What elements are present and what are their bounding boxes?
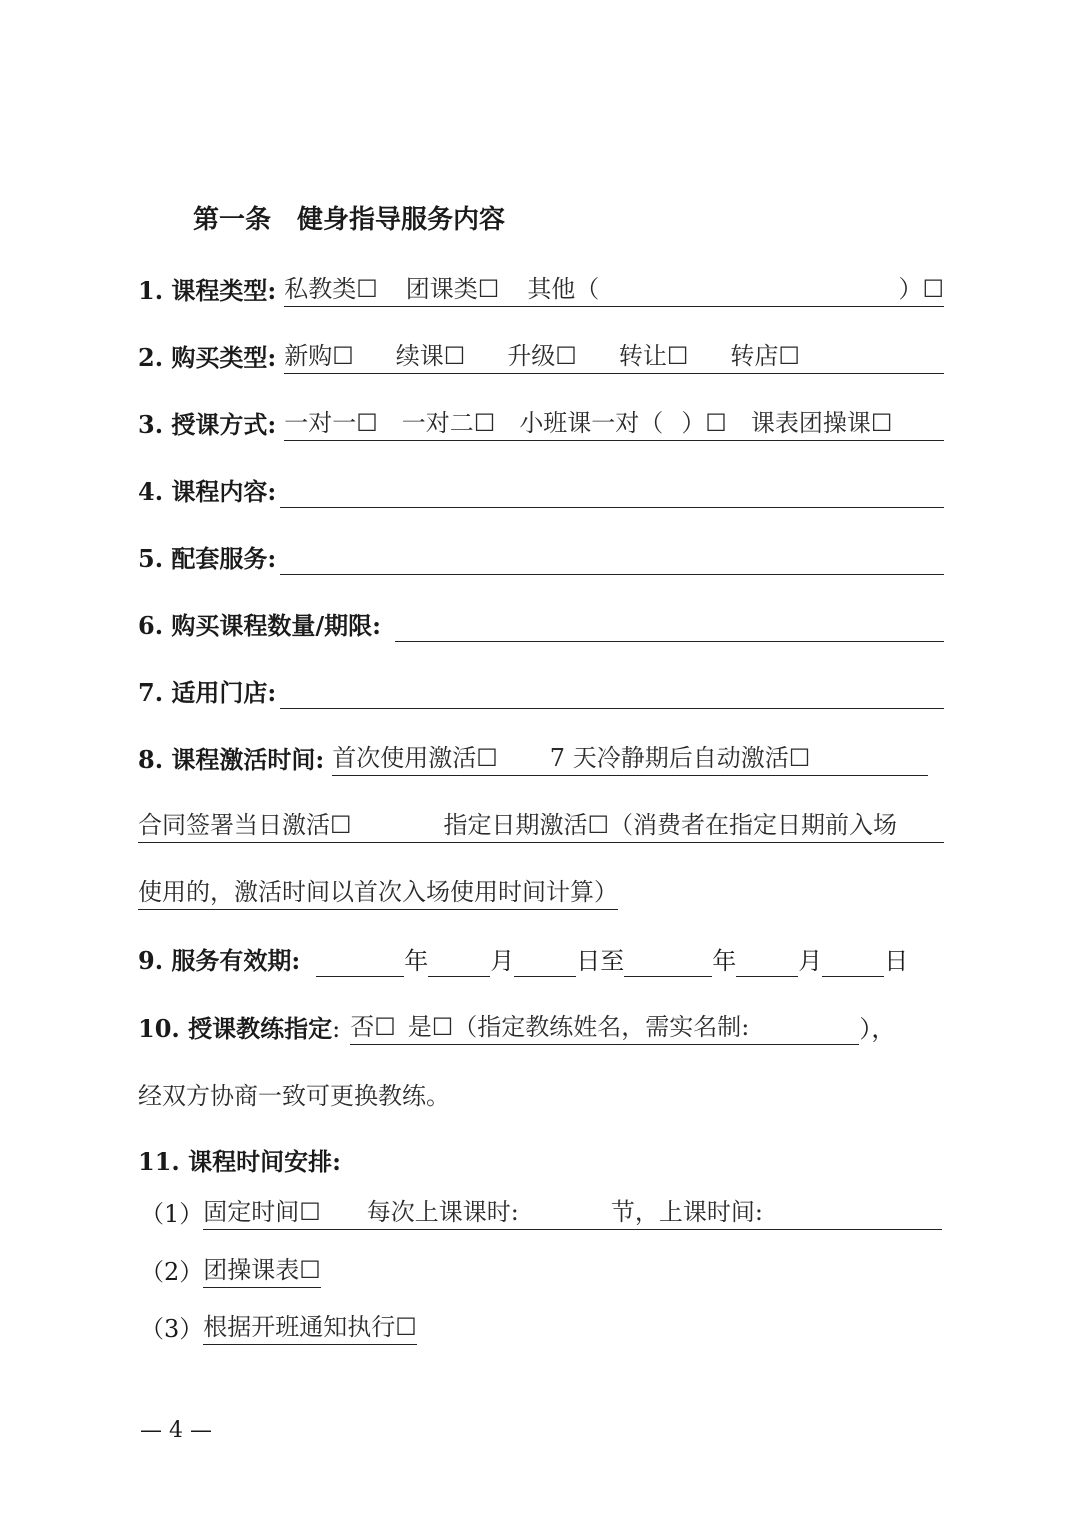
store-field[interactable] [280,678,944,709]
start-month-field[interactable] [428,948,490,977]
schedule-row [138,1138,944,1178]
schedule-fixed-time[interactable]: 固定时间☐ [203,1198,321,1226]
course-quantity-label: 6. 购买课程数量/期限: [138,611,382,640]
schedule-group-row [140,1248,946,1288]
schedule-group-number: （2） [140,1258,204,1286]
teaching-mode-options [284,407,944,441]
start-day-field[interactable] [514,948,576,977]
course-type-group[interactable]: 团课类☐ [405,275,500,303]
course-content-row [138,468,944,508]
coach-row-2 [138,1072,944,1112]
start-month-unit: 月 [490,947,515,975]
activation-after-cooling[interactable]: 7 天冷静期后自动激活☐ [549,744,811,772]
purchase-renew[interactable]: 续课☐ [395,342,466,370]
end-year-unit: 年 [712,947,737,975]
coach-row [138,1005,944,1045]
mode-one-on-one[interactable]: 一对一☐ [284,409,378,437]
schedule-notice-row [140,1305,946,1345]
course-type-row [138,267,944,307]
activation-options-line2 [138,809,944,843]
end-day-unit: 日 [884,947,909,975]
support-service-row [138,535,944,575]
activation-row [138,736,928,776]
support-service-label: 5. 配套服务: [138,544,277,573]
schedule-fixed-number: （1） [140,1200,204,1228]
course-quantity-field[interactable] [395,611,944,642]
purchase-change-store[interactable]: 转店☐ [730,342,800,370]
coach-label: 10. 授课教练指定 [138,1014,333,1043]
activation-options-line1 [332,742,928,776]
schedule-group-timetable[interactable]: 团操课表☐ [203,1254,321,1288]
schedule-fixed-options [203,1196,942,1230]
coach-close: ）， [859,1015,896,1043]
coach-note: 经双方协商一致可更换教练。 [138,1082,450,1110]
course-type-options [284,273,944,307]
coach-options [350,1011,859,1045]
page-number: — 4 — [140,1418,212,1443]
support-service-field[interactable] [280,544,944,575]
activation-label: 8. 课程激活时间: [138,745,325,774]
activation-first-use[interactable]: 首次使用激活☐ [332,744,498,772]
mode-group-schedule[interactable]: 课表团操课☐ [750,409,893,437]
start-year-unit: 年 [404,947,429,975]
validity-label: 9. 服务有效期: [138,946,301,975]
course-content-field[interactable] [280,477,944,508]
schedule-time-label: 节，上课时间: [610,1198,763,1226]
activation-specified-date[interactable]: 指定日期激活☐（消费者在指定日期前入场 [443,811,898,839]
purchase-type-options [284,340,944,374]
mode-one-on-two[interactable]: 一对二☐ [401,409,496,437]
purchase-type-label: 2. 购买类型: [138,343,277,372]
coach-no[interactable]: 否☐ [350,1013,396,1041]
teaching-mode-row [138,401,944,441]
mode-small-class-checkbox[interactable]: ）☐ [681,409,727,437]
validity-row [138,937,944,977]
coach-yes[interactable]: 是☐（指定教练姓名，需实名制: [407,1013,750,1041]
start-day-unit: 日至 [576,947,625,975]
purchase-upgrade[interactable]: 升级☐ [507,342,577,370]
activation-note: 使用的，激活时间以首次入场使用时间计算） [138,876,618,910]
teaching-mode-label: 3. 授课方式: [138,410,277,439]
schedule-fixed-row [140,1190,942,1230]
purchase-new[interactable]: 新购☐ [284,342,354,370]
end-year-field[interactable] [624,948,712,977]
activation-sign-day[interactable]: 合同签署当日激活☐ [138,811,352,839]
end-month-field[interactable] [736,948,798,977]
purchase-transfer[interactable]: 转让☐ [618,342,689,370]
course-quantity-row [138,602,944,642]
schedule-notice-number: （3） [140,1315,204,1343]
store-row [138,669,944,709]
course-type-label: 1. 课程类型: [138,276,277,305]
course-type-other[interactable]: 其他（ [527,275,600,303]
course-content-label: 4. 课程内容: [138,477,277,506]
purchase-type-row [138,334,944,374]
start-year-field[interactable] [316,948,404,977]
schedule-hours-label: 每次上课课时: [366,1198,519,1226]
schedule-notice[interactable]: 根据开班通知执行☐ [203,1311,417,1345]
coach-colon: : [332,1015,341,1043]
schedule-label: 11. 课程时间安排: [138,1147,341,1176]
section-title: 第一条 健身指导服务内容 [193,205,506,235]
store-label: 7. 适用门店: [138,678,277,707]
end-day-field[interactable] [822,948,884,977]
activation-row-2 [138,803,944,843]
course-type-other-checkbox[interactable]: ）☐ [898,275,944,303]
end-month-unit: 月 [798,947,823,975]
course-type-private[interactable]: 私教类☐ [284,275,378,303]
activation-row-3 [138,870,944,910]
mode-small-class[interactable]: 小班课一对（ [519,409,664,437]
